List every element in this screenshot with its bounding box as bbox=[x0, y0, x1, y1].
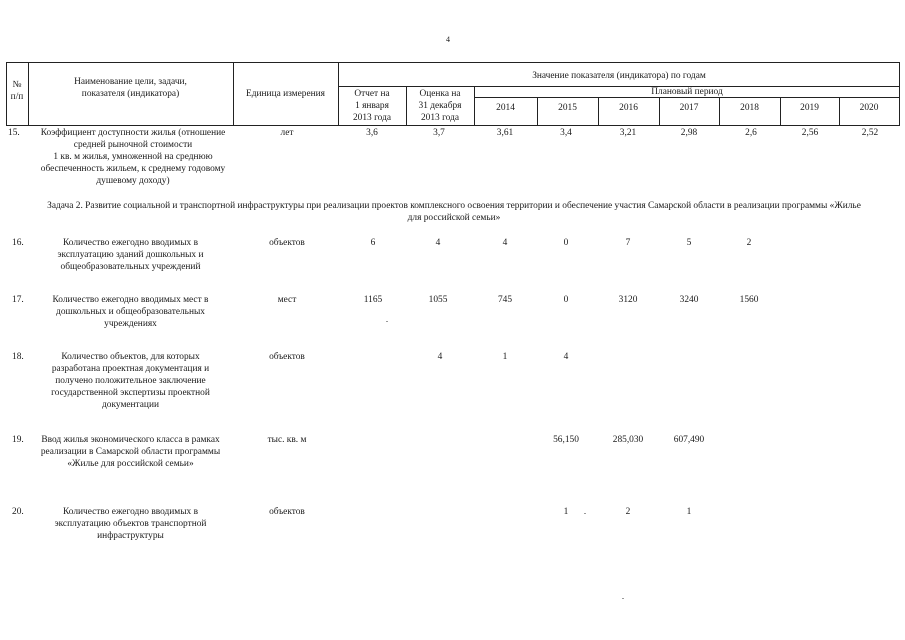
header-unit: Единица измерения bbox=[246, 89, 325, 99]
value-cell: 285,030 bbox=[612, 435, 644, 445]
row-number: 18. bbox=[12, 352, 24, 362]
row-name: Количество ежегодно вводимых в эксплуатацию объектов транспортной инфраструктуры bbox=[54, 507, 207, 541]
scan-speck bbox=[622, 598, 624, 599]
header-year: 2017 bbox=[679, 103, 699, 113]
value-cell: 6 bbox=[370, 238, 376, 248]
value-cell: 0 bbox=[563, 238, 569, 248]
value-cell: 5 bbox=[686, 238, 692, 248]
task-heading: Задача 2. Развитие социальной и транспортной инфраструктуры при реализации проектов комплексного освоения территории и обеспечение участия Самарской области в реализации программы «Жилье для российской семьи» bbox=[47, 201, 861, 223]
value-cell: 2,52 bbox=[861, 128, 879, 138]
row-unit: объектов bbox=[269, 352, 305, 362]
value-cell: 4 bbox=[435, 238, 441, 248]
value-cell: 7 bbox=[625, 238, 631, 248]
value-cell: 1560 bbox=[739, 295, 759, 305]
value-cell: 3,4 bbox=[560, 128, 572, 138]
header-year: 2014 bbox=[496, 103, 515, 113]
value-cell: 4 bbox=[437, 352, 443, 362]
scan-speck bbox=[386, 321, 388, 322]
header-year: 2019 bbox=[800, 103, 819, 113]
value-cell: 2 bbox=[625, 507, 631, 517]
value-cell: 2,56 bbox=[801, 128, 819, 138]
scan-speck bbox=[584, 513, 586, 514]
value-cell: 3,6 bbox=[366, 128, 378, 138]
page-number: 4 bbox=[446, 35, 450, 44]
row-unit: тыс. кв. м bbox=[267, 435, 307, 445]
value-cell: 3,21 bbox=[619, 128, 637, 138]
value-cell: 2,98 bbox=[680, 128, 698, 138]
header-year: 2015 bbox=[558, 103, 577, 113]
header-num: № п/п bbox=[10, 80, 24, 102]
value-cell: 3120 bbox=[618, 295, 638, 305]
header-plan: Плановый период bbox=[651, 87, 723, 97]
row-name: Количество объектов, для которых разработана проектная документация и получено положительное заключение государственной экспертизы проектной документации bbox=[51, 352, 210, 410]
value-cell: 607,490 bbox=[673, 435, 705, 445]
value-cell: 0 bbox=[563, 295, 569, 305]
value-cell: 3,61 bbox=[496, 128, 514, 138]
value-cell: 1055 bbox=[428, 295, 448, 305]
header-year: 2016 bbox=[619, 103, 638, 113]
header-values: Значение показателя (индикатора) по годам bbox=[532, 71, 706, 81]
header-year: 2020 bbox=[859, 103, 879, 113]
row-number: 15. bbox=[8, 128, 20, 138]
value-cell: 1 bbox=[686, 507, 692, 517]
row-unit: мест bbox=[277, 295, 297, 305]
row-number: 17. bbox=[12, 295, 24, 305]
row-name: Количество ежегодно вводимых в эксплуатацию зданий дошкольных и общеобразовательных учреждений bbox=[57, 238, 204, 272]
row-name: Количество ежегодно вводимых мест в дошкольных и общеобразовательных учреждениях bbox=[52, 295, 209, 329]
row-unit: лет bbox=[280, 128, 294, 138]
header-name: Наименование цели, задачи, показателя (индикатора) bbox=[74, 77, 187, 99]
value-cell: 1 bbox=[563, 507, 569, 517]
value-cell: 3,7 bbox=[433, 128, 445, 138]
value-cell: 1 bbox=[502, 352, 508, 362]
row-number: 16. bbox=[12, 238, 24, 248]
value-cell: 4 bbox=[563, 352, 569, 362]
row-number: 20. bbox=[12, 507, 24, 517]
value-cell: 3240 bbox=[679, 295, 699, 305]
value-cell: 745 bbox=[497, 295, 513, 305]
row-name: Ввод жилья экономического класса в рамках реализации в Самарской области программы «Жилье для российской семьи» bbox=[40, 435, 221, 469]
row-unit: объектов bbox=[269, 507, 305, 517]
value-cell: 4 bbox=[502, 238, 508, 248]
value-cell: 2,6 bbox=[745, 128, 757, 138]
header-report: Отчет на 1 января 2013 года bbox=[352, 89, 392, 123]
row-name: Коэффициент доступности жилья (отношение средней рыночной стоимости 1 кв. м жилья, умноженной на среднюю обеспеченность жильем, к среднему годовому душевому доходу) bbox=[40, 128, 226, 186]
row-unit: объектов bbox=[269, 238, 305, 248]
row-number: 19. bbox=[12, 435, 24, 445]
value-cell: 56,150 bbox=[553, 435, 579, 445]
value-cell: 2 bbox=[746, 238, 752, 248]
header-year: 2018 bbox=[740, 103, 759, 113]
value-cell: 1165 bbox=[363, 295, 383, 305]
header-estimate: Оценка на 31 декабря 2013 года bbox=[418, 89, 462, 123]
